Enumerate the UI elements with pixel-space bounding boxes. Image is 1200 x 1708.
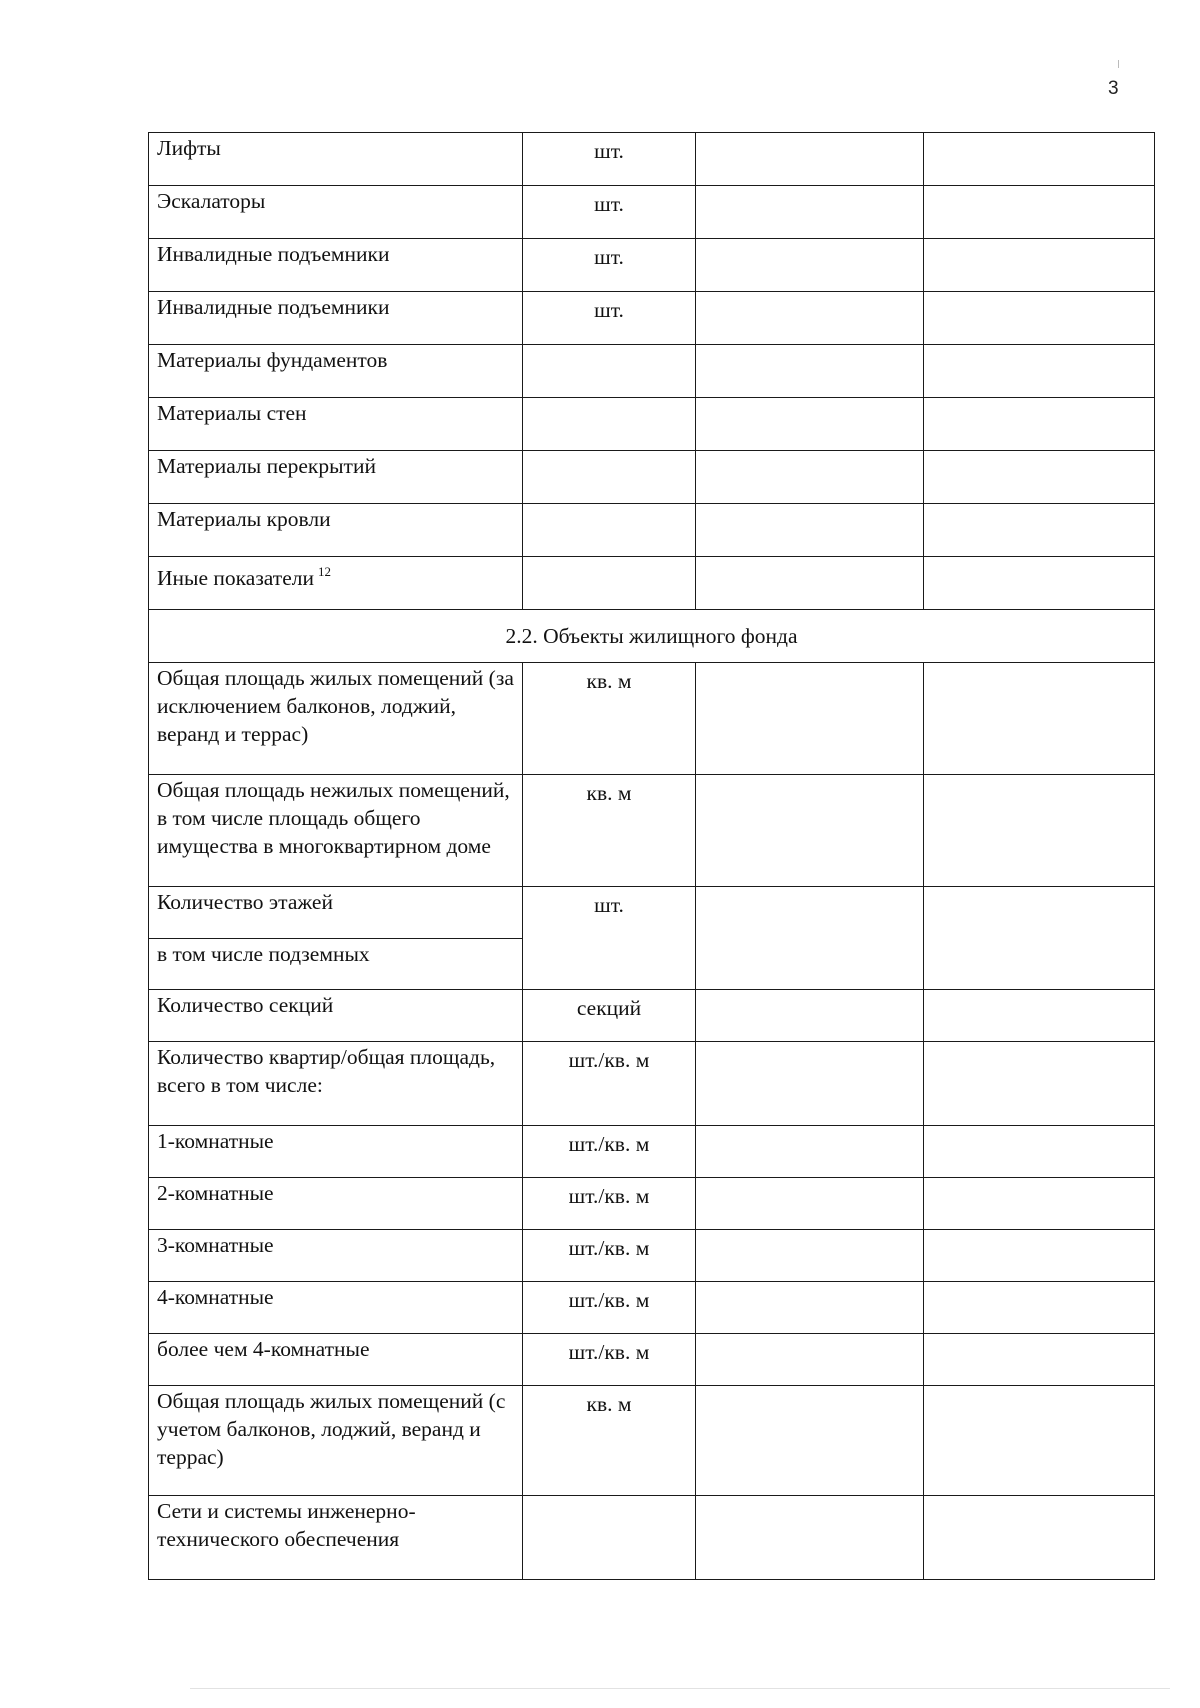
row-label: Количество этажей: [149, 887, 523, 939]
value-cell[interactable]: [924, 186, 1155, 239]
value-cell[interactable]: [696, 345, 924, 398]
value-cell[interactable]: [696, 1282, 924, 1334]
unit-cell: шт./кв. м: [523, 1042, 696, 1126]
row-label: Общая площадь жилых помещений (за исключением балконов, лоджий, веранд и террас): [149, 663, 523, 775]
unit-cell: шт.: [523, 292, 696, 345]
table-row: [149, 1042, 1155, 1126]
value-cell[interactable]: [696, 1386, 924, 1496]
row-label: Эскалаторы: [149, 186, 523, 239]
table-row: [149, 239, 1155, 292]
value-cell[interactable]: [696, 451, 924, 504]
row-label: Материалы кровли: [149, 504, 523, 557]
value-cell[interactable]: [924, 887, 1155, 990]
unit-cell: [523, 557, 696, 610]
table-row: [149, 663, 1155, 775]
row-label: Общая площадь нежилых помещений, в том числе площадь общего имущества в многоквартирном доме: [149, 775, 523, 887]
row-label: более чем 4-комнатные: [149, 1334, 523, 1386]
row-label: Инвалидные подъемники: [149, 292, 523, 345]
unit-cell: шт./кв. м: [523, 1126, 696, 1178]
value-cell[interactable]: [924, 990, 1155, 1042]
value-cell[interactable]: [696, 1178, 924, 1230]
value-cell[interactable]: [924, 504, 1155, 557]
unit-cell: секций: [523, 990, 696, 1042]
table-row: [149, 1496, 1155, 1580]
value-cell[interactable]: [924, 292, 1155, 345]
unit-cell: кв. м: [523, 663, 696, 775]
row-label: 4-комнатные: [149, 1282, 523, 1334]
value-cell[interactable]: [696, 1230, 924, 1282]
row-label: 2-комнатные: [149, 1178, 523, 1230]
unit-cell: шт./кв. м: [523, 1230, 696, 1282]
unit-cell: [523, 504, 696, 557]
row-label: Материалы перекрытий: [149, 451, 523, 504]
unit-cell: [523, 1496, 696, 1580]
value-cell[interactable]: [924, 1042, 1155, 1126]
unit-cell: шт./кв. м: [523, 1334, 696, 1386]
table-row: [149, 1334, 1155, 1386]
table-row: [149, 292, 1155, 345]
scan-artifact: [190, 1688, 1170, 1689]
unit-cell: [523, 451, 696, 504]
scan-artifact: [1118, 60, 1119, 68]
unit-cell: [523, 345, 696, 398]
unit-cell: шт.: [523, 186, 696, 239]
unit-cell: шт.: [523, 887, 696, 990]
row-label: 1-комнатные: [149, 1126, 523, 1178]
value-cell[interactable]: [696, 398, 924, 451]
table-row: [149, 557, 1155, 610]
value-cell[interactable]: [696, 775, 924, 887]
row-label: [149, 557, 523, 610]
building-parameters-table: [148, 132, 1155, 1580]
row-label: Общая площадь жилых помещений (с учетом балконов, лоджий, веранд и террас): [149, 1386, 523, 1496]
value-cell[interactable]: [696, 292, 924, 345]
value-cell[interactable]: [696, 1126, 924, 1178]
value-cell[interactable]: [924, 1334, 1155, 1386]
unit-cell: шт.: [523, 133, 696, 186]
row-label: Сети и системы инженерно-технического обеспечения: [149, 1496, 523, 1580]
value-cell[interactable]: [924, 451, 1155, 504]
value-cell[interactable]: [696, 557, 924, 610]
table-row: [149, 451, 1155, 504]
value-cell[interactable]: [924, 1496, 1155, 1580]
value-cell[interactable]: [696, 1334, 924, 1386]
unit-cell: шт./кв. м: [523, 1282, 696, 1334]
row-label-text: Иные показатели: [157, 566, 314, 590]
row-label: Инвалидные подъемники: [149, 239, 523, 292]
table-row: [149, 887, 1155, 939]
value-cell[interactable]: [924, 239, 1155, 292]
value-cell[interactable]: [924, 557, 1155, 610]
row-label: Количество секций: [149, 990, 523, 1042]
row-label: Лифты: [149, 133, 523, 186]
footnote-marker: 12: [317, 564, 331, 579]
value-cell[interactable]: [696, 504, 924, 557]
value-cell[interactable]: [696, 239, 924, 292]
unit-cell: кв. м: [523, 775, 696, 887]
value-cell[interactable]: [924, 1282, 1155, 1334]
table-row: [149, 1126, 1155, 1178]
table-row: [149, 775, 1155, 887]
table-row: [149, 990, 1155, 1042]
table-row: [149, 186, 1155, 239]
section-title: 2.2. Объекты жилищного фонда: [149, 610, 1155, 663]
value-cell[interactable]: [924, 1386, 1155, 1496]
value-cell[interactable]: [696, 186, 924, 239]
section-header-row: [149, 610, 1155, 663]
value-cell[interactable]: [696, 887, 924, 990]
row-label: Количество квартир/общая площадь, всего в том числе:: [149, 1042, 523, 1126]
table-row: [149, 1230, 1155, 1282]
value-cell[interactable]: [696, 1496, 924, 1580]
table-row: [149, 133, 1155, 186]
value-cell[interactable]: [696, 663, 924, 775]
value-cell[interactable]: [924, 1126, 1155, 1178]
value-cell[interactable]: [924, 1178, 1155, 1230]
value-cell[interactable]: [924, 133, 1155, 186]
value-cell[interactable]: [924, 775, 1155, 887]
row-label: Материалы стен: [149, 398, 523, 451]
table-row: [149, 345, 1155, 398]
table-row: [149, 504, 1155, 557]
table-row: [149, 1178, 1155, 1230]
table-row: [149, 1386, 1155, 1496]
value-cell[interactable]: [696, 1042, 924, 1126]
row-label: 3-комнатные: [149, 1230, 523, 1282]
value-cell[interactable]: [696, 133, 924, 186]
unit-cell: кв. м: [523, 1386, 696, 1496]
unit-cell: [523, 398, 696, 451]
unit-cell: шт./кв. м: [523, 1178, 696, 1230]
value-cell[interactable]: [924, 1230, 1155, 1282]
page-number: 3: [1108, 78, 1119, 99]
table-row: [149, 1282, 1155, 1334]
value-cell[interactable]: [924, 398, 1155, 451]
unit-cell: шт.: [523, 239, 696, 292]
row-label: Материалы фундаментов: [149, 345, 523, 398]
row-label: в том числе подземных: [149, 939, 523, 990]
value-cell[interactable]: [924, 663, 1155, 775]
table-row: [149, 398, 1155, 451]
value-cell[interactable]: [696, 990, 924, 1042]
value-cell[interactable]: [924, 345, 1155, 398]
